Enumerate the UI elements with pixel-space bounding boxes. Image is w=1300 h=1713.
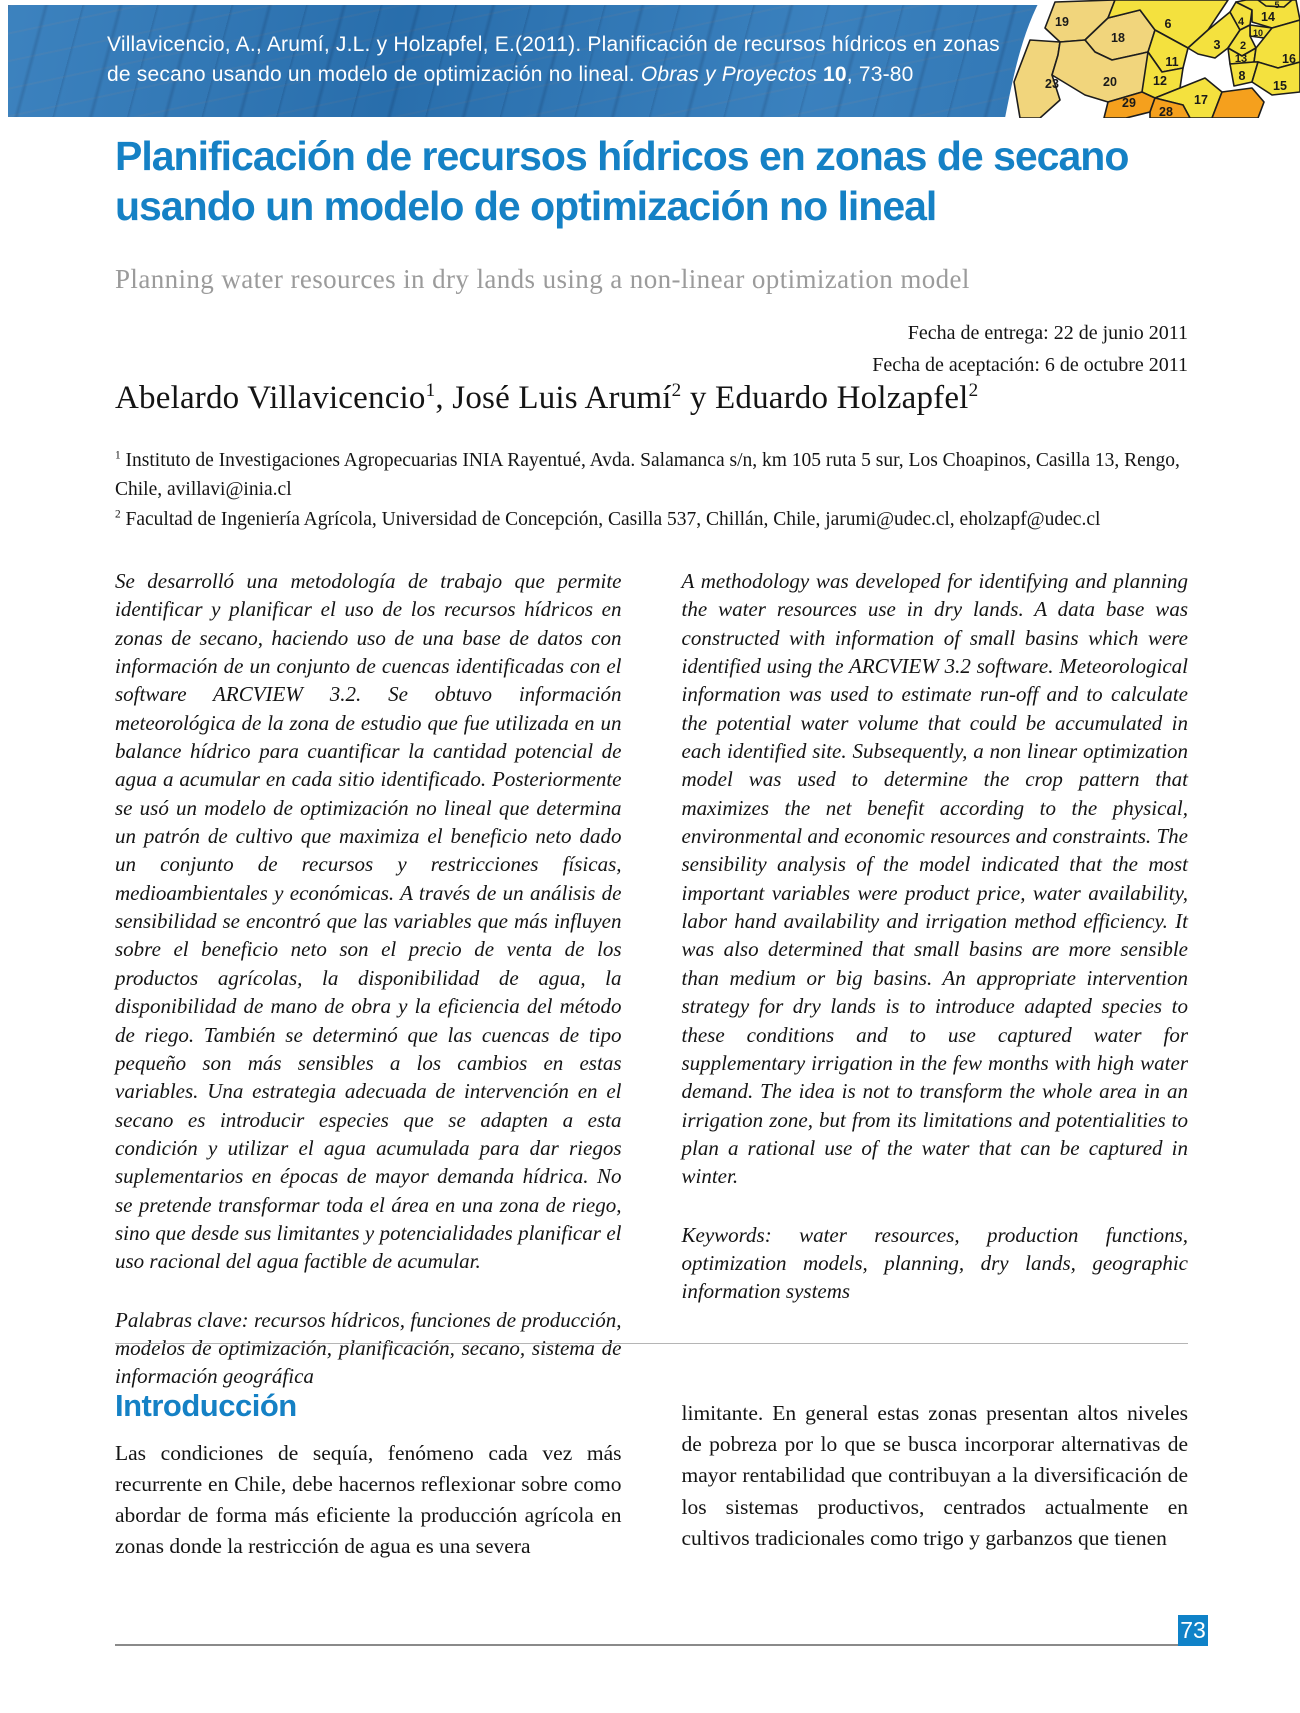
affiliation-text: Instituto de Investigaciones Agropecuarias INIA Rayentué, Avda. Salamanca s/n, km 105 ruta 5 sur, Los Choapinos, Casilla 13, Rengo, Chile, avillavi@inia.cl	[115, 450, 1180, 501]
article-page	[115, 0, 1188, 1713]
footer-rule	[115, 1644, 1178, 1646]
affiliation-mark: 2	[115, 508, 121, 520]
introduction-section	[115, 1384, 1188, 1563]
citation-page-range: , 73-80	[846, 63, 914, 86]
intro-right-column	[682, 1384, 1189, 1563]
affiliation-1	[115, 446, 1188, 505]
date-accepted: Fecha de aceptación: 6 de octubre 2011	[872, 354, 1188, 376]
map-region-number: 28	[1159, 105, 1173, 118]
map-region-number: 23	[1045, 77, 1059, 91]
keywords-es: Palabras clave: recursos hídricos, funciones de producción, modelos de optimización, planificación, secano, sistema de información geográfica	[115, 1307, 622, 1389]
intro-heading: Introducción	[115, 1388, 297, 1423]
affiliation-mark: 1	[115, 449, 121, 462]
map-region-number: 3	[1213, 38, 1221, 52]
map-region-number: 19	[1055, 15, 1069, 29]
affiliation-2	[115, 505, 1188, 534]
intro-left-column	[115, 1384, 622, 1563]
author-name: , José Luis Arumí	[435, 380, 672, 416]
submission-dates	[872, 317, 1188, 381]
abstract-en-column	[682, 567, 1189, 1391]
map-region-number: 11	[1165, 55, 1179, 69]
abstract-es-body: Se desarrolló una metodología de trabajo que permite identificar y planificar el uso de los recursos hídricos en zonas de secano, haciendo uso de una base de datos con información de un conjunto de cuencas identificadas con el software ARCVIEW 3.2. Se obtuvo información meteorológica de la zona de estudio que fue utilizada en un balance hídrico para cuantificar la cantidad potencial de agua a acumular en cada sitio identificado. Posteriormente se usó un modelo de optimización no lineal que determina un patrón de cultivo que maximiza el beneficio neto dado un conjunto de recursos y restricciones físicas, medioambientales y económicas. A través de un análisis de sensibilidad se encontró que las variables que más influyen sobre el beneficio neto son el precio de venta de los productos agrícolas, la disponibilidad de agua, la disponibilidad de mano de obra y la eficiencia del método de riego. También se determinó que las cuencas de tipo pequeño son más sensibles a los cambios en estas variables. Una estrategia adecuada de intervención en el secano es introducir especies que se adapten a esta condición y utilizar el agua acumulada para dar riegos suplementarios en épocas de mayor demanda hídrica. No se pretende transformar toda el área en una zona de riego, sino que desde sus limitantes y potencialidades planificar el uso racional del agua factible de acumular.	[115, 569, 622, 1274]
map-region-number: 6	[1164, 17, 1172, 31]
map-region-number: 29	[1122, 96, 1136, 110]
map-region-number: 12	[1153, 74, 1167, 88]
page-number-badge: 73	[1178, 1615, 1208, 1646]
date-received: Fecha de entrega: 22 de junio 2011	[907, 322, 1188, 344]
citation-volume: 10	[816, 63, 847, 86]
section-divider	[115, 1343, 1188, 1344]
affiliations	[115, 446, 1188, 534]
author-affiliation-mark: 1	[425, 380, 436, 401]
map-region-number: 5	[1274, 0, 1280, 10]
intro-paragraph-right: limitante. En general estas zonas presentan altos niveles de pobreza por lo que se busca incorporar alternativas de mayor rentabilidad que contribuyan a la diversificación de los sistemas productivos, centrados actualmente en cultivos tradicionales como trigo y garbanzos que tienen	[681, 1401, 1188, 1550]
citation-line-2-text: de secano usando un modelo de optimización no lineal.	[107, 63, 641, 86]
abstract-es-column	[115, 567, 622, 1391]
keywords-en: Keywords: water resources, production functions, optimization models, planning, dry lands, geographic information systems	[681, 1222, 1188, 1304]
map-region-number: 4	[1237, 16, 1245, 28]
author-affiliation-mark: 2	[671, 380, 682, 401]
citation-journal-name: Obras y Proyectos	[640, 63, 817, 86]
affiliation-text: Facultad de Ingeniería Agrícola, Universidad de Concepción, Casilla 537, Chillán, Chile, jarumi@udec.cl, eholzapf@udec.cl	[120, 508, 1101, 530]
map-region-number: 17	[1194, 93, 1208, 107]
abstract-en-body: A methodology was developed for identifying and planning the water resources use in dry lands. A data base was constructed with information of small basins which were identified using the ARCVIEW 3.2 software. Meteorological information was used to estimate run-off and to calculate the potential water volume that could be accumulated in each identified site. Subsequently, a non linear optimization model was used to determine the crop pattern that maximizes the net benefit according to the physical, environmental and economic resources and constraints. The sensibility analysis of the model indicated that the most important variables were product price, water availability, labor hand availability and irrigation method efficiency. It was also determined that small basins are more sensible than medium or big basins. An appropriate intervention strategy for dry lands is to introduce adapted species to these conditions and to use captured water for supplementary irrigation in the few months with high water demand. The idea is not to transform the whole area in an irrigation zone, but from its limitations and potentialities to plan a rational use of the water that can be captured in winter.	[681, 569, 1188, 1189]
abstract-section	[115, 567, 1188, 1391]
map-region-number: 14	[1261, 10, 1275, 24]
author-affiliation-mark: 2	[968, 380, 979, 401]
article-title: Planificación de recursos hídricos en zonas de secano usando un modelo de optimización no lineal	[115, 133, 1129, 230]
intro-paragraph-left: Las condiciones de sequía, fenómeno cada vez más recurrente en Chile, debe hacernos reflexionar sobre como abordar de forma más eficiente la producción agrícola en zonas donde la restricción de agua es una severa	[115, 1440, 622, 1559]
map-region-number: 15	[1273, 79, 1287, 93]
map-region-number: 18	[1111, 31, 1125, 45]
map-region-number: 8	[1238, 69, 1246, 83]
map-region-number: 10	[1252, 28, 1264, 38]
map-region-number: 16	[1282, 52, 1296, 66]
author-name: Abelardo Villavicencio	[115, 380, 426, 416]
map-region-number: 2	[1239, 40, 1247, 52]
map-region-number: 13	[1234, 53, 1248, 65]
author-name: y Eduardo Holzapfel	[681, 380, 969, 416]
citation-line-1: Villavicencio, A., Arumí, J.L. y Holzapfel, E.(2011). Planificación de recursos hídricos en zonas	[107, 33, 1000, 56]
map-region-number: 20	[1103, 75, 1117, 89]
article-subtitle-en: Planning water resources in dry lands using a non-linear optimization model	[115, 264, 970, 294]
authors-line	[115, 380, 978, 417]
